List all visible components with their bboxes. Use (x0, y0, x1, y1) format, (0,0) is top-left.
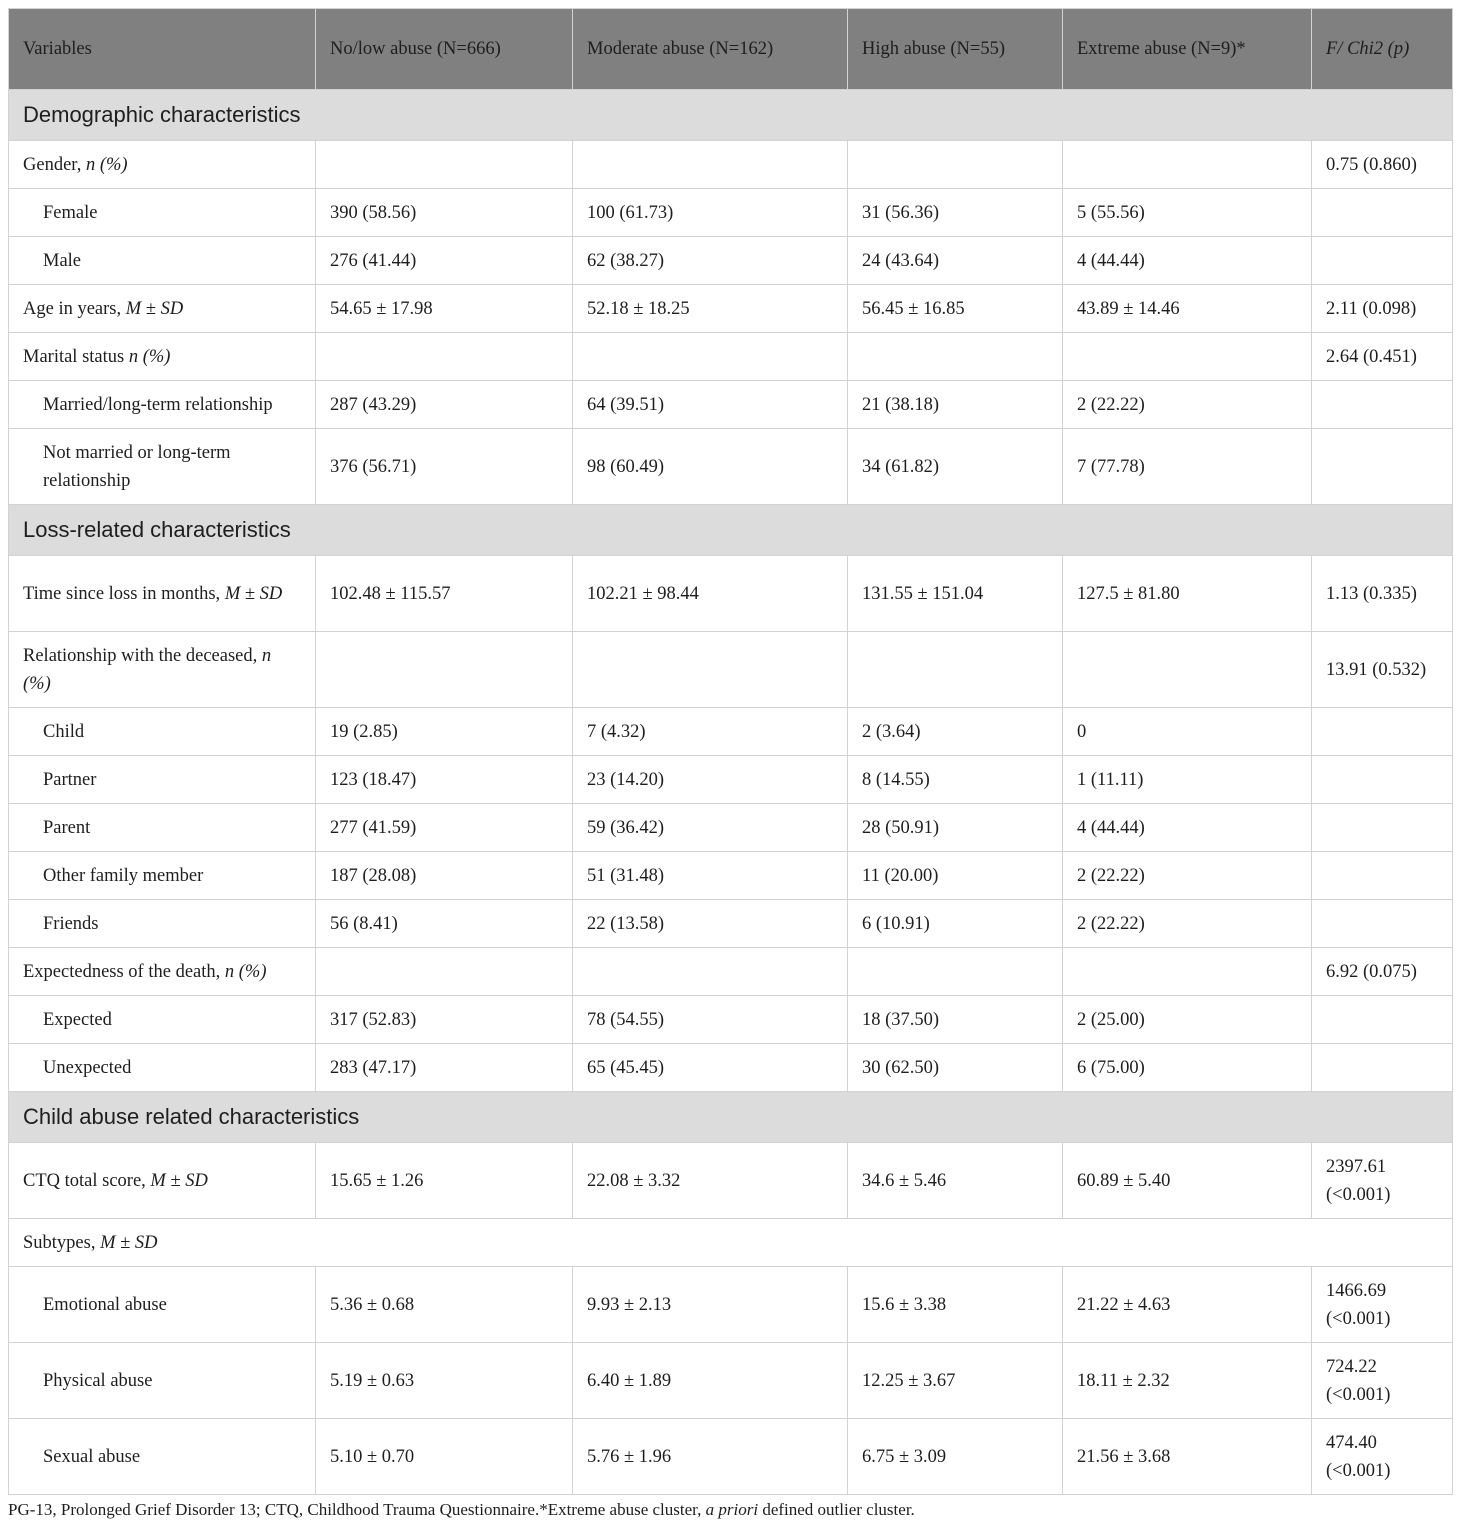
cell-extreme: 0 (1063, 708, 1312, 756)
cell-extreme: 2 (22.22) (1063, 381, 1312, 429)
cell-empty (848, 141, 1063, 189)
cell-stat: 2397.61 (<0.001) (1312, 1143, 1453, 1219)
cell-empty (1312, 1044, 1453, 1092)
cell-high: 15.6 ± 3.38 (848, 1267, 1063, 1343)
label-text: CTQ total score, (23, 1170, 151, 1191)
label-text: Marital status (23, 346, 129, 367)
cell-high: 8 (14.55) (848, 756, 1063, 804)
row-label: Other family member (9, 852, 316, 900)
cell-stat: 474.40 (<0.001) (1312, 1419, 1453, 1495)
cell-empty (1312, 237, 1453, 285)
row-label: Expected (9, 996, 316, 1044)
cell-moderate: 78 (54.55) (573, 996, 848, 1044)
table-row (9, 1044, 1453, 1092)
cell-empty (316, 948, 573, 996)
section-title: Child abuse related characteristics (9, 1092, 1453, 1143)
cell-no-low: 276 (41.44) (316, 237, 573, 285)
cell-empty (316, 141, 573, 189)
data-table (8, 8, 1453, 1495)
cell-no-low: 283 (47.17) (316, 1044, 573, 1092)
unit-text: n (%) (23, 645, 272, 694)
cell-empty (1063, 333, 1312, 381)
cell-no-low: 187 (28.08) (316, 852, 573, 900)
cell-empty (1312, 900, 1453, 948)
cell-moderate: 23 (14.20) (573, 756, 848, 804)
table-row (9, 996, 1453, 1044)
label-text: Relationship with the deceased, (23, 645, 262, 666)
cell-extreme: 7 (77.78) (1063, 429, 1312, 505)
cell-stat: 2.11 (0.098) (1312, 285, 1453, 333)
cell-high: 30 (62.50) (848, 1044, 1063, 1092)
cell-no-low: 390 (58.56) (316, 189, 573, 237)
cell-moderate: 64 (39.51) (573, 381, 848, 429)
cell-moderate: 65 (45.45) (573, 1044, 848, 1092)
cell-extreme: 6 (75.00) (1063, 1044, 1312, 1092)
cell-no-low: 19 (2.85) (316, 708, 573, 756)
cell-moderate: 100 (61.73) (573, 189, 848, 237)
label-text: Subtypes, (23, 1232, 101, 1253)
cell-empty (1312, 381, 1453, 429)
table-row (9, 429, 1453, 505)
cell-empty (316, 333, 573, 381)
cell-extreme: 1 (11.11) (1063, 756, 1312, 804)
cell-no-low: 5.19 ± 0.63 (316, 1343, 573, 1419)
row-label: Child (9, 708, 316, 756)
footnote-text: PG-13, Prolonged Grief Disorder 13; CTQ, Childhood Trauma Questionnaire.*Extreme abuse cluster, (8, 1500, 706, 1519)
cell-empty (1312, 756, 1453, 804)
cell-no-low: 376 (56.71) (316, 429, 573, 505)
cell-high: 131.55 ± 151.04 (848, 556, 1063, 632)
cell-empty (1312, 804, 1453, 852)
cell-stat: 0.75 (0.860) (1312, 141, 1453, 189)
row-label: Partner (9, 756, 316, 804)
cell-high: 21 (38.18) (848, 381, 1063, 429)
cell-moderate: 52.18 ± 18.25 (573, 285, 848, 333)
table-row (9, 948, 1453, 996)
cell-moderate: 22 (13.58) (573, 900, 848, 948)
row-label (9, 333, 316, 381)
cell-empty (1063, 141, 1312, 189)
row-label: Physical abuse (9, 1343, 316, 1419)
cell-high: 18 (37.50) (848, 996, 1063, 1044)
section-row-demographic (9, 90, 1453, 141)
table-row (9, 237, 1453, 285)
table-row (9, 1143, 1453, 1219)
cell-extreme: 2 (25.00) (1063, 996, 1312, 1044)
cell-moderate: 98 (60.49) (573, 429, 848, 505)
cell-moderate: 9.93 ± 2.13 (573, 1267, 848, 1343)
cell-no-low: 15.65 ± 1.26 (316, 1143, 573, 1219)
footnote-text-end: defined outlier cluster. (758, 1500, 915, 1519)
cell-extreme: 127.5 ± 81.80 (1063, 556, 1312, 632)
cell-empty (1312, 996, 1453, 1044)
unit-text: n (%) (224, 961, 267, 982)
cell-no-low: 5.10 ± 0.70 (316, 1419, 573, 1495)
cell-high: 12.25 ± 3.67 (848, 1343, 1063, 1419)
table-row (9, 632, 1453, 708)
row-label: Sexual abuse (9, 1419, 316, 1495)
cell-empty (848, 333, 1063, 381)
unit-text: M ± SD (224, 583, 283, 604)
table-footnote (8, 1500, 915, 1520)
row-label: Parent (9, 804, 316, 852)
cell-extreme: 60.89 ± 5.40 (1063, 1143, 1312, 1219)
header-extreme-abuse: Extreme abuse (N=9)* (1063, 9, 1312, 90)
unit-text: M ± SD (125, 298, 184, 319)
cell-extreme: 5 (55.56) (1063, 189, 1312, 237)
cell-extreme: 21.56 ± 3.68 (1063, 1419, 1312, 1495)
row-label (9, 1219, 1453, 1267)
header-row (9, 9, 1453, 90)
cell-empty (1063, 632, 1312, 708)
cell-empty (848, 632, 1063, 708)
cell-stat: 13.91 (0.532) (1312, 632, 1453, 708)
header-variables: Variables (9, 9, 316, 90)
header-stat: F/ Chi2 (p) (1312, 9, 1453, 90)
header-moderate-abuse: Moderate abuse (N=162) (573, 9, 848, 90)
cell-empty (848, 948, 1063, 996)
cell-extreme: 21.22 ± 4.63 (1063, 1267, 1312, 1343)
cell-empty (573, 333, 848, 381)
row-label (9, 285, 316, 333)
table-row (9, 285, 1453, 333)
row-label: Emotional abuse (9, 1267, 316, 1343)
label-text: Expectedness of the death, (23, 961, 225, 982)
table-row (9, 1219, 1453, 1267)
cell-extreme: 2 (22.22) (1063, 900, 1312, 948)
cell-moderate: 6.40 ± 1.89 (573, 1343, 848, 1419)
cell-empty (1312, 429, 1453, 505)
cell-empty (1312, 852, 1453, 900)
row-label: Male (9, 237, 316, 285)
cell-high: 34 (61.82) (848, 429, 1063, 505)
cell-empty (316, 632, 573, 708)
cell-high: 6 (10.91) (848, 900, 1063, 948)
header-high-abuse: High abuse (N=55) (848, 9, 1063, 90)
cell-no-low: 277 (41.59) (316, 804, 573, 852)
cell-empty (573, 948, 848, 996)
table-row (9, 1267, 1453, 1343)
cell-stat: 724.22 (<0.001) (1312, 1343, 1453, 1419)
section-title: Loss-related characteristics (9, 505, 1453, 556)
section-row-loss (9, 505, 1453, 556)
cell-moderate: 102.21 ± 98.44 (573, 556, 848, 632)
unit-text: n (%) (128, 346, 171, 367)
row-label (9, 1143, 316, 1219)
cell-high: 2 (3.64) (848, 708, 1063, 756)
cell-stat: 1.13 (0.335) (1312, 556, 1453, 632)
table-row (9, 381, 1453, 429)
table-row (9, 900, 1453, 948)
table-row (9, 1419, 1453, 1495)
table-row (9, 556, 1453, 632)
table-row (9, 333, 1453, 381)
row-label: Unexpected (9, 1044, 316, 1092)
table-row (9, 804, 1453, 852)
cell-extreme: 43.89 ± 14.46 (1063, 285, 1312, 333)
table-row (9, 756, 1453, 804)
cell-no-low: 123 (18.47) (316, 756, 573, 804)
section-row-abuse (9, 1092, 1453, 1143)
cell-stat: 2.64 (0.451) (1312, 333, 1453, 381)
cell-stat: 6.92 (0.075) (1312, 948, 1453, 996)
table-row (9, 189, 1453, 237)
row-label: Friends (9, 900, 316, 948)
table-row (9, 708, 1453, 756)
cell-no-low: 5.36 ± 0.68 (316, 1267, 573, 1343)
cell-extreme: 18.11 ± 2.32 (1063, 1343, 1312, 1419)
row-label (9, 948, 316, 996)
unit-text: n (%) (85, 154, 128, 175)
cell-high: 24 (43.64) (848, 237, 1063, 285)
cell-no-low: 56 (8.41) (316, 900, 573, 948)
unit-text: M ± SD (100, 1232, 158, 1253)
cell-no-low: 102.48 ± 115.57 (316, 556, 573, 632)
cell-moderate: 22.08 ± 3.32 (573, 1143, 848, 1219)
cell-stat: 1466.69 (<0.001) (1312, 1267, 1453, 1343)
row-label (9, 556, 316, 632)
table-row (9, 1343, 1453, 1419)
cell-moderate: 59 (36.42) (573, 804, 848, 852)
label-text: Age in years, (23, 298, 126, 319)
header-no-low-abuse: No/low abuse (N=666) (316, 9, 573, 90)
table-row (9, 852, 1453, 900)
cell-high: 56.45 ± 16.85 (848, 285, 1063, 333)
cell-high: 28 (50.91) (848, 804, 1063, 852)
cell-empty (573, 632, 848, 708)
row-label (9, 632, 316, 708)
cell-high: 31 (56.36) (848, 189, 1063, 237)
label-text: Gender, (23, 154, 86, 175)
row-label: Female (9, 189, 316, 237)
cell-extreme: 2 (22.22) (1063, 852, 1312, 900)
cell-no-low: 54.65 ± 17.98 (316, 285, 573, 333)
row-label: Married/long-term relationship (9, 381, 316, 429)
cell-empty (1312, 189, 1453, 237)
cell-moderate: 7 (4.32) (573, 708, 848, 756)
cell-high: 6.75 ± 3.09 (848, 1419, 1063, 1495)
cell-no-low: 287 (43.29) (316, 381, 573, 429)
cell-empty (1063, 948, 1312, 996)
unit-text: M ± SD (150, 1170, 208, 1191)
cell-extreme: 4 (44.44) (1063, 804, 1312, 852)
cell-high: 34.6 ± 5.46 (848, 1143, 1063, 1219)
cell-empty (573, 141, 848, 189)
label-text: Time since loss in months, (23, 583, 225, 604)
cell-moderate: 51 (31.48) (573, 852, 848, 900)
footnote-italic: a priori (705, 1500, 759, 1519)
table-row (9, 141, 1453, 189)
cell-extreme: 4 (44.44) (1063, 237, 1312, 285)
cell-no-low: 317 (52.83) (316, 996, 573, 1044)
cell-moderate: 5.76 ± 1.96 (573, 1419, 848, 1495)
cell-high: 11 (20.00) (848, 852, 1063, 900)
cell-empty (1312, 708, 1453, 756)
cell-moderate: 62 (38.27) (573, 237, 848, 285)
section-title: Demographic characteristics (9, 90, 1453, 141)
row-label: Not married or long-term relationship (9, 429, 316, 505)
row-label (9, 141, 316, 189)
